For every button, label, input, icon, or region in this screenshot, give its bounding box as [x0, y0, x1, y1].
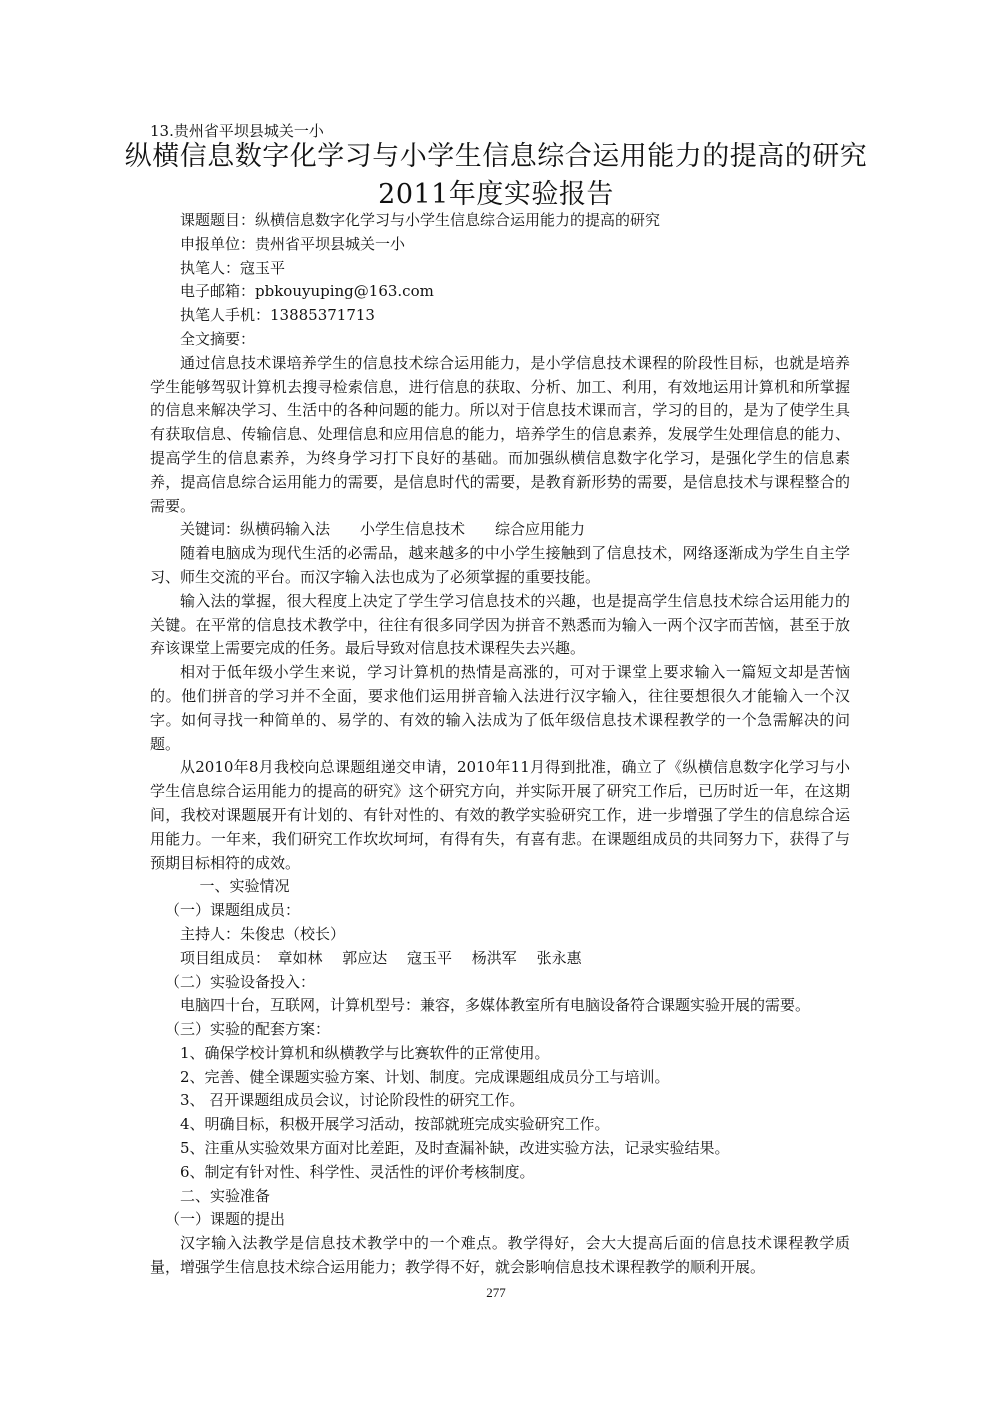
- section1-heading: 一、实验情况: [199, 877, 290, 896]
- meta-author: 执笔人：寇玉平: [180, 258, 286, 277]
- meta-phone: 执笔人手机：13885371713: [180, 306, 375, 325]
- abstract-paragraph: 通过信息技术课培养学生的信息技术综合运用能力，是小学信息技术课程的阶段性目标，也就是培养学生能够驾驭计算机去搜寻检索信息，进行信息的获取、分析、加工、利用，有效地运用计算机和所掌握的信息来解决学习、生活中的各种问题的能力。所以对于信息技术课而言，学习的目的，是为了使学生具有获取信息、传输信息、处理信息和应用信息的能力，培养学生的信息素养，发展学生处理信息的能力、提高学生的信息素养，为终身学习打下良好的基础。而加强纵横信息数字化学习，是强化学生的信息素养，提高信息综合运用能力的需要，是信息时代的需要，是教育新形势的需要，是信息技术与课程整合的需要。: [150, 353, 850, 515]
- section1-sub1: （一）课题组成员：: [165, 901, 301, 920]
- plan-item-5: 5、注重从实验效果方面对比差距，及时查漏补缺，改进实验方法，记录实验结果。: [180, 1139, 730, 1158]
- section2-intro: 汉字输入法教学是信息技术教学中的一个难点。教学得好，会大大提高后面的信息技术课程教学质量，增强学生信息技术综合运用能力；教学得不好，就会影响信息技术课程教学的顺利开展。: [150, 1234, 850, 1277]
- meta-unit: 申报单位：贵州省平坝县城关一小: [180, 234, 406, 253]
- abstract-label: 全文摘要：: [180, 329, 256, 348]
- section1-equipment: 电脑四十台，互联网，计算机型号：兼容，多媒体教室所有电脑设备符合课题实验开展的需要。: [180, 996, 811, 1015]
- keywords-line: 关键词：纵横码输入法 小学生信息技术 综合应用能力: [180, 520, 586, 539]
- section2-sub1: （一）课题的提出: [165, 1210, 286, 1229]
- section2-heading: 二、实验准备: [180, 1186, 271, 1205]
- body-paragraph-1: 随着电脑成为现代生活的必需品，越来越多的中小学生接触到了信息技术，网络逐渐成为学生自主学习、师生交流的平台。而汉字输入法也成为了必须掌握的重要技能。: [150, 544, 850, 586]
- report-title: 纵横信息数字化学习与小学生信息综合运用能力的提高的研究: [124, 141, 868, 172]
- section1-members: 项目组成员： 章如林 郭应达 寇玉平 杨洪军 张永惠: [180, 948, 582, 967]
- body-paragraph-3: 相对于低年级小学生来说，学习计算机的热情是高涨的，可对于课堂上要求输入一篇短文却是苦恼的。他们拼音的学习并不全面，要求他们运用拼音输入法进行汉字输入，往往要想很久才能输入一个汉字。如何寻找一种简单的、易学的、有效的输入法成为了低年级信息技术课程教学的一个急需解决的问题。: [150, 663, 850, 753]
- page-number: 277: [486, 1285, 506, 1300]
- school-line: 13.贵州省平坝县城关一小: [150, 122, 324, 140]
- meta-email: 电子邮箱：pbkouyuping@163.com: [180, 282, 434, 301]
- plan-item-4: 4、明确目标，积极开展学习活动，按部就班完成实验研究工作。: [180, 1115, 610, 1134]
- plan-item-3: 3、 召开课题组成员会议，讨论阶段性的研究工作。: [180, 1091, 525, 1110]
- report-subtitle: 2011年度实验报告: [378, 179, 614, 210]
- section1-sub3: （三）实验的配套方案：: [165, 1020, 331, 1039]
- report-body: [150, 209, 850, 1280]
- body-paragraph-2: 输入法的掌握，很大程度上决定了学生学习信息技术的兴趣，也是提高学生信息技术综合运用能力的关键。在平常的信息技术教学中，往往有很多同学因为拼音不熟悉而为输入一两个汉字而苦恼，甚至于放弃该课堂上需要完成的任务。最后导致对信息技术课程失去兴趣。: [150, 591, 850, 658]
- body-paragraph-4: 从2010年8月我校向总课题组递交申请，2010年11月得到批准，确立了《纵横信息数字化学习与小学生信息综合运用能力的提高的研究》这个研究方向，并实际开展了研究工作后，已历时近一年，在这期间，我校对课题展开有计划的、有针对性的、有效的教学实验研究工作，进一步增强了学生的信息综合运用能力。一年来，我们研究工作坎坎坷坷，有得有失，有喜有悲。在课题组成员的共同努力下，获得了与预期目标相符的成效。: [150, 758, 850, 872]
- plan-item-1: 1、确保学校计算机和纵横教学与比赛软件的正常使用。: [180, 1043, 550, 1062]
- plan-item-2: 2、完善、健全课题实验方案、计划、制度。完成课题组成员分工与培训。: [180, 1067, 670, 1086]
- plan-item-6: 6、制定有针对性、科学性、灵活性的评价考核制度。: [180, 1162, 535, 1181]
- section1-sub2: （二）实验设备投入：: [165, 972, 316, 991]
- section1-host: 主持人：朱俊忠（校长）: [180, 924, 346, 943]
- meta-topic: 课题题目：纵横信息数字化学习与小学生信息综合运用能力的提高的研究: [180, 211, 661, 229]
